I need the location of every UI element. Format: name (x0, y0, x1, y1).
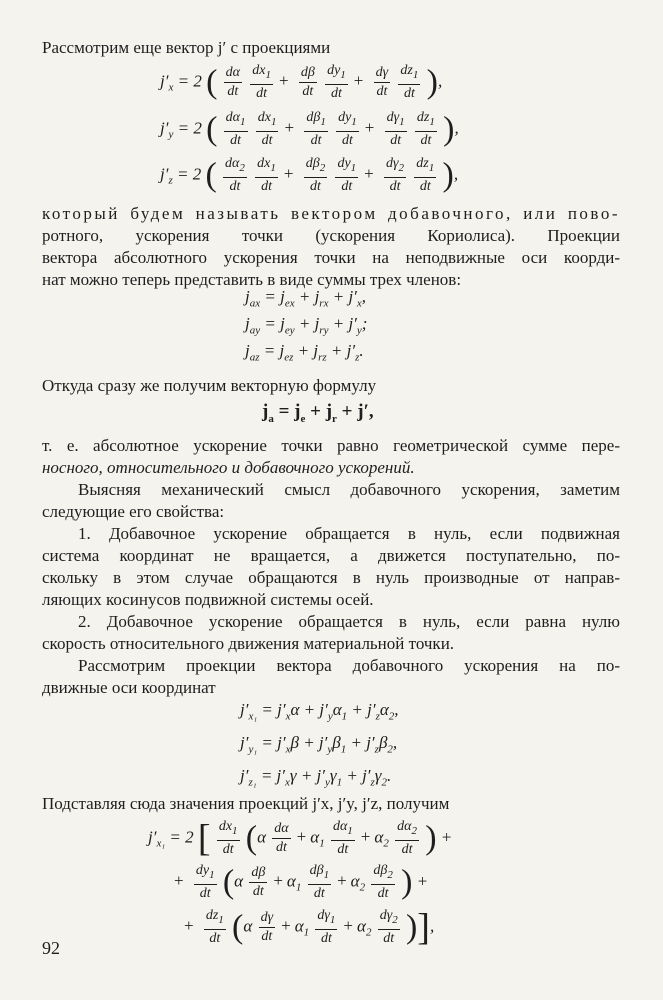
text-line: носного, относительного и добавочного ускорений. (42, 458, 415, 477)
text-line: скорость относительного движения материальной точки. (42, 634, 455, 653)
equation-jy1: $j'_{y_1} = j'_x\beta + j'_y\beta_1 + j'_z\beta_2$, (240, 733, 398, 756)
equation-jaz: $j_{az} = j_{ez} + j_{rz} + j'_z$. (245, 341, 364, 364)
text-line: Подставляя сюда значения проекций j′x, j′y, j′z, получим (42, 794, 450, 813)
equation-jx1: $j'_{x_1} = j'_x\alpha + j'_y\alpha_1 + j'_z\alpha_2$, (240, 700, 399, 723)
text-line: 1. Добавочное ускорение обращается в нуль, если подвижная (78, 524, 620, 543)
equation-jz1: $j'_{z_1} = j'_x\gamma + j'_y\gamma_1 + j'_z\gamma_2$. (240, 766, 392, 789)
text-line: нат можно теперь представить в виде суммы трех членов: (42, 270, 462, 289)
text-line: Выясняя механический смысл добавочного ускорения, заметим (78, 480, 620, 499)
text-line: 2. Добавочное ускорение обращается в нуль, если равна нулю (78, 612, 620, 631)
text-line: ляющих косинусов подвижной системы осей. (42, 590, 374, 609)
equation-jax: $j_{ax} = j_{ex} + j_{rx} + j'_x$, (245, 287, 367, 310)
text-line: Рассмотрим еще вектор j′ с проекциями (42, 38, 331, 57)
equation-jy: $j'_y = 2$ ( $\frac{d\alpha_1}{dt}$ $\frac{dx_1}{dt}$ + $\frac{d\beta_1}{dt}$ $\frac{dy_1}{dt}$ + $\frac{d\gamma_1}{dt}$ $\frac{dz_1}{dt}$ ), (160, 110, 459, 148)
text-line: Рассмотрим проекции вектора добавочного ускорения на по- (78, 656, 620, 675)
text-line: движные оси координат (42, 678, 216, 697)
text-line: ротного, ускорения точки (ускорения Кориолиса). Проекции (42, 226, 620, 245)
text-line: следующие его свойства: (42, 502, 225, 521)
text-line: который будем называть вектором добавочного, или пово- (42, 204, 620, 223)
equation-jx1-expanded-3: + $\frac{dz_1}{dt}$ (α $\frac{d\gamma}{dt}$ + $\alpha_1$ $\frac{d\gamma_1}{dt}$ + $\alpha_2$ $\frac{d\gamma_2}{dt}$ )], (184, 906, 435, 949)
text-line: т. е. абсолютное ускорение точки равно геометрической сумме пере- (42, 436, 620, 455)
page-number: 92 (42, 938, 60, 958)
text-line: система координат не вращается, а движется поступательно, по- (42, 546, 620, 565)
vector-formula: $j_a = j_e + j_r + j'$, (262, 401, 374, 425)
equation-jx: $j'_x = 2$ ( $\frac{d\alpha}{dt}$ $\frac{dx_1}{dt}$ + $\frac{d\beta}{dt}$ $\frac{dy_1}{dt}$ + $\frac{d\gamma}{dt}$ $\frac{dz_1}{dt}$ ), (160, 63, 443, 101)
equation-jx1-expanded-1: $j'_{x_1} = 2$ [ $\frac{dx_1}{dt}$ (α $\frac{d\alpha}{dt}$ + $\alpha_1$ $\frac{d\alpha_1}{dt}$ + $\alpha_2$ $\frac{d\alpha_2}{dt}$ ) + (148, 817, 453, 860)
equation-jay: $j_{ay} = j_{ey} + j_{ry} + j'_y$; (245, 314, 368, 337)
text-line: скольку в этом случае обращаются в нуль производные от направ- (42, 568, 620, 587)
text-line: Откуда сразу же получим векторную формулу (42, 376, 377, 395)
equation-jx1-expanded-2: + $\frac{dy_1}{dt}$ (α $\frac{d\beta}{dt}$ + $\alpha_1$ $\frac{d\beta_1}{dt}$ + $\alpha_2$ $\frac{d\beta_2}{dt}$ ) + (174, 863, 429, 901)
text-line: вектора абсолютного ускорения точки на неподвижные оси коорди- (42, 248, 620, 267)
equation-jz: $j'_z = 2$ ( $\frac{d\alpha_2}{dt}$ $\frac{dx_1}{dt}$ + $\frac{d\beta_2}{dt}$ $\frac{dy_1}{dt}$ + $\frac{d\gamma_2}{dt}$ $\frac{dz_1}{dt}$ ), (160, 156, 459, 194)
